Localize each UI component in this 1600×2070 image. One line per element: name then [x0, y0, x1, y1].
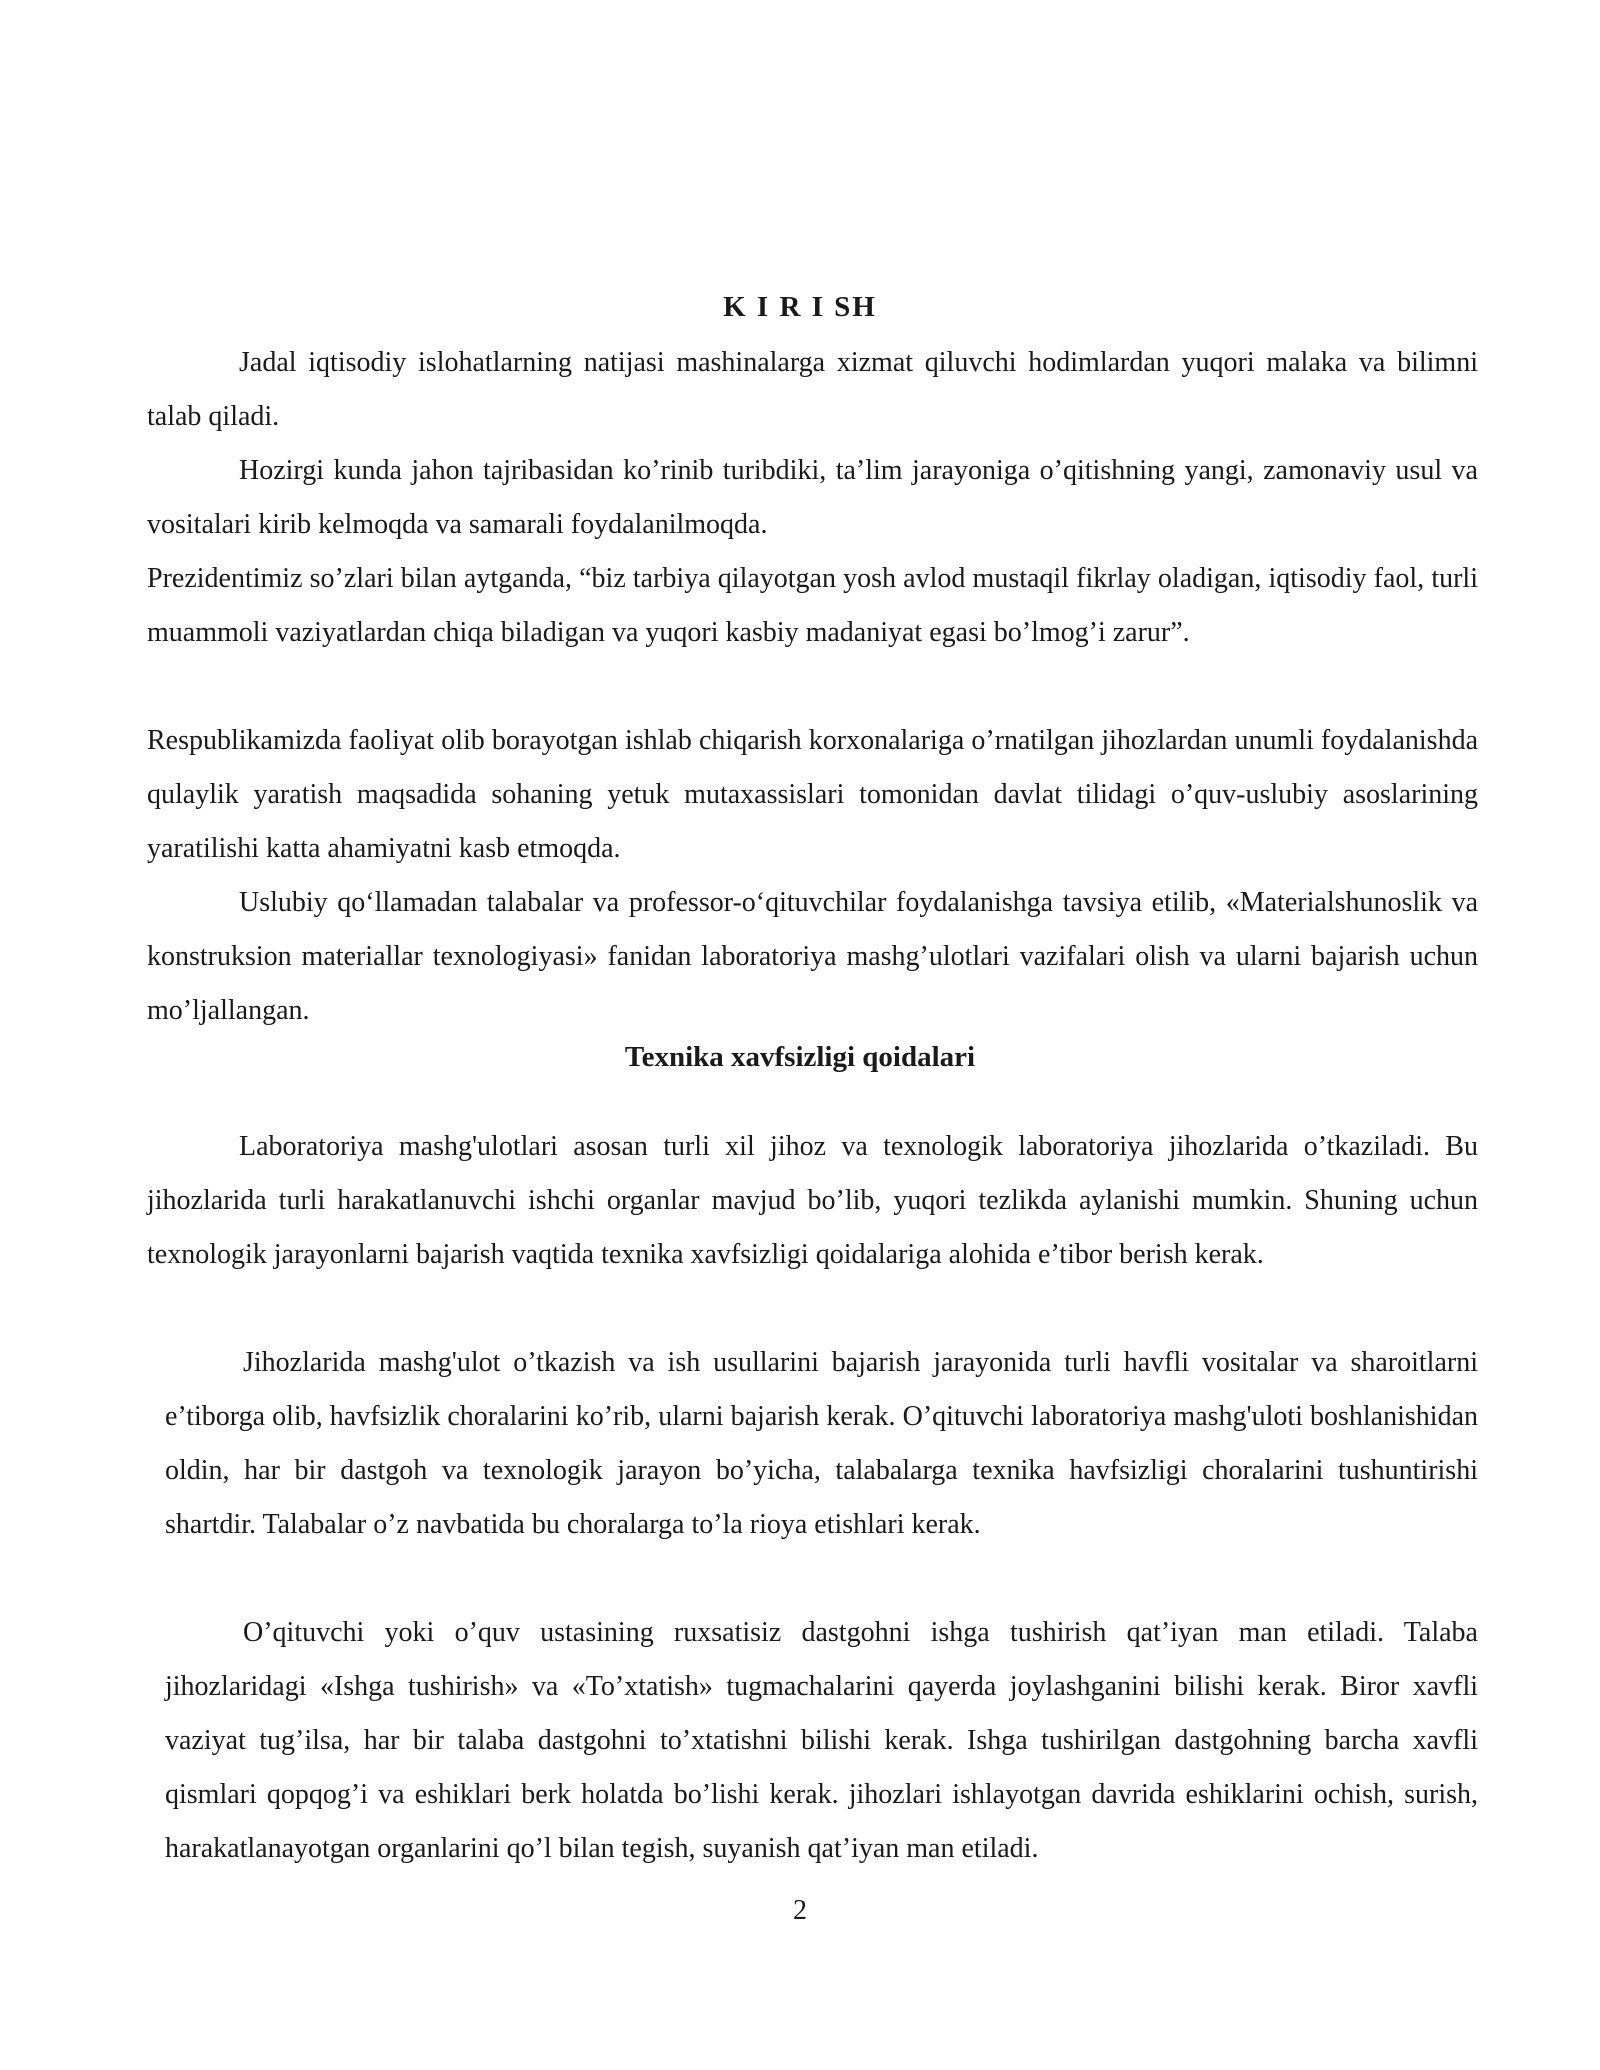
page-number: 2: [793, 1895, 807, 1926]
paragraph-safety-1: Laboratoriya mashg'ulotlari asosan turli xil jihoz va texnologik laboratoriya jihozlarida o’tkaziladi. Bu jihozlarida turli harakatlanuvchi ishchi organlar mavjud bo’lib, yuqori tezlikda aylanishi mumkin. Shuning uchun texnologik jarayonlarni bajarish vaqtida texnika xavfsizligi qoidalariga alohida e’tibor berish kerak.: [147, 1131, 1478, 1270]
paragraph-safety-3: O’qituvchi yoki o’quv ustasining ruxsatisiz dastgohni ishga tushirish qat’iyan man etiladi. Talaba jihozlaridagi «Ishga tushirish» va «To’xtatish» tugmachalarini qayerda joylashganini bilishi kerak. Biror xavfli vaziyat tug’ilsa, har bir talaba dastgohni to’xtatishni bilishi kerak. Ishga tushirilgan dastgohning barcha xavfli qismlari qopqog’i va eshiklari berk holatda bo’lishi kerak. jihozlari ishlayotgan davrida eshiklarini ochish, surish, harakatlanayotgan organlarini qo’l bilan tegish, suyanish qat’iyan man etiladi.: [165, 1617, 1478, 1864]
paragraph-intro-1: Jadal iqtisodiy islohatlarning natijasi mashinalarga xizmat qiluvchi hodimlardan yuqori malaka va bilimni talab qiladi.: [147, 347, 1478, 432]
paragraph-intro-5: Uslubiy qo‘llamadan talabalar va professor-o‘qituvchilar foydalanishga tavsiya etilib, «Materialshunoslik va konstruksion materiallar texnologiyasi» fanidan laboratoriya mashg’ulotlari vazifalari olish va ularni bajarish uchun mo’ljallangan.: [147, 887, 1478, 1026]
paragraph-intro-4: Respublikamizda faoliyat olib borayotgan ishlab chiqarish korxonalariga o’rnatilgan jihozlardan unumli foydalanishda qulaylik yaratish maqsadida sohaning yetuk mutaxassislari tomonidan davlat tilidagi o’quv-uslubiy asoslarining yaratilishi katta ahamiyatni kasb etmoqda.: [147, 725, 1478, 864]
heading-safety-rules: Texnika xavfsizligi qoidalari: [624, 1041, 976, 1073]
paragraph-intro-3: Prezidentimiz so’zlari bilan aytganda, “biz tarbiya qilayotgan yosh avlod mustaqil fikrlay oladigan, iqtisodiy faol, turli muammoli vaziyatlardan chiqa biladigan va yuqori kasbiy madaniyat egasi bo’lmog’i zarur”.: [147, 563, 1478, 648]
paragraph-intro-2: Hozirgi kunda jahon tajribasidan ko’rinib turibdiki, ta’lim jarayoniga o’qitishning yangi, zamonaviy usul va vositalari kirib kelmoqda va samarali foydalanilmoqda.: [147, 455, 1478, 540]
paragraph-safety-2: Jihozlarida mashg'ulot o’tkazish va ish usullarini bajarish jarayonida turli havfli vositalar va sharoitlarni e’tiborga olib, havfsizlik choralarini ko’rib, ularni bajarish kerak. O’qituvchi laboratoriya mashg'uloti boshlanishidan oldin, har bir dastgoh va texnologik jarayon bo’yicha, talabalarga texnika havfsizligi choralarini tushuntirishi shartdir. Talabalar o’z navbatida bu choralarga to’la rioya etishlari kerak.: [165, 1347, 1478, 1540]
heading-kirish: K I R I SH: [723, 291, 877, 323]
